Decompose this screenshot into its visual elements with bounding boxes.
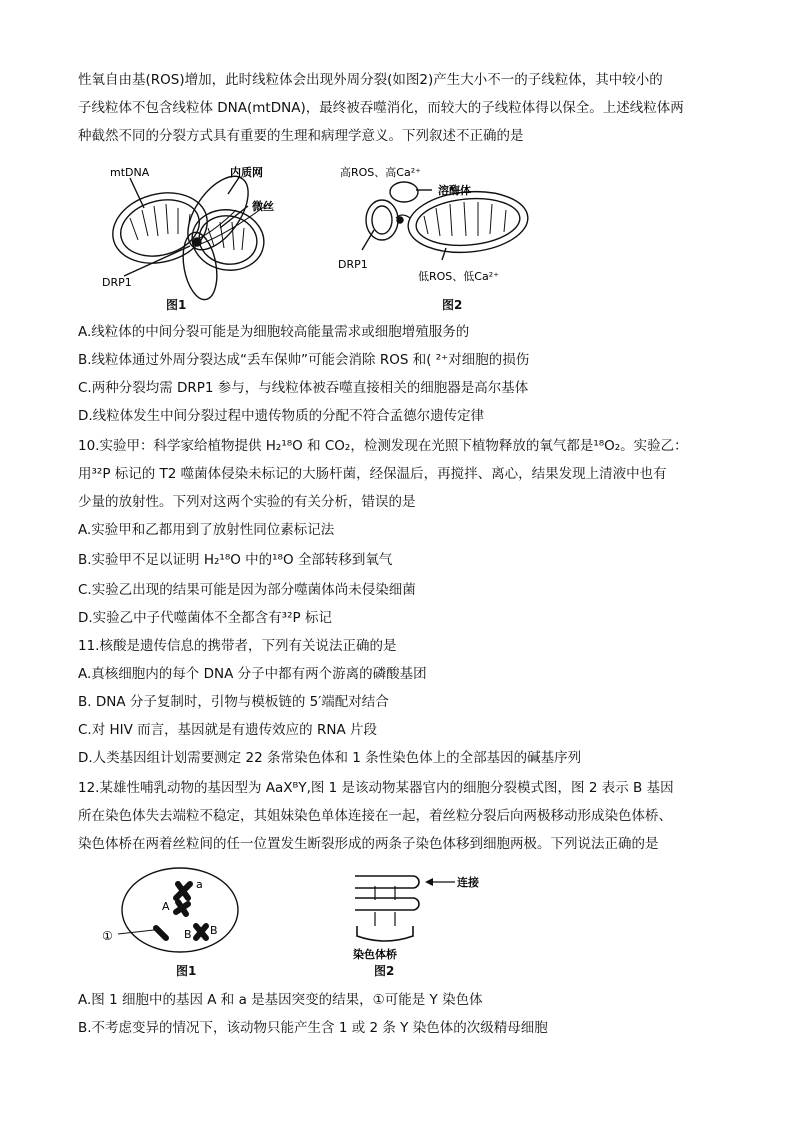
label-high-ros: 高ROS、高Ca²⁺ <box>340 166 421 179</box>
figure-chromosome-bridge <box>345 868 515 968</box>
gene-a-small: a <box>196 878 203 891</box>
figure2-caption: 图2 <box>442 298 463 312</box>
q11-option-b: B. DNA 分子复制时，引物与模板链的 5′端配对结合 <box>78 694 389 710</box>
q10-option-d: D.实验乙中子代噬菌体不全都含有³²P 标记 <box>78 610 332 626</box>
q12-option-b: B.不考虑变异的情况下，该动物只能产生含 1 或 2 条 Y 染色体的次级精母细胞 <box>78 1020 548 1036</box>
q9-option-c: C.两种分裂均需 DRP1 参与，与线粒体被吞噬直接相关的细胞器是高尔基体 <box>78 380 529 396</box>
label-low-ros: 低ROS、低Ca²⁺ <box>418 270 499 283</box>
figure-mitochondria-middle-fission <box>100 158 340 318</box>
figure-cell-division <box>100 862 250 962</box>
figure4-caption: 图2 <box>374 964 395 978</box>
drp1-ring-2 <box>397 217 403 223</box>
mito-right-inner <box>195 211 260 268</box>
figure1-caption: 图1 <box>166 298 187 312</box>
bridge-upper <box>355 876 419 888</box>
q9-option-a: A.线粒体的中间分裂可能是为细胞较高能量需求或细胞增殖服务的 <box>78 324 470 340</box>
q11-option-c: C.对 HIV 而言，基因就是有遗传效应的 RNA 片段 <box>78 722 377 738</box>
q12-stem-1: 12.某雄性哺乳动物的基因型为 AaXᴮY,图 1 是该动物某器官内的细胞分裂模式图，图 2 表示 B 基因 <box>78 780 674 796</box>
lysosome <box>390 182 418 202</box>
label-mtdna: mtDNA <box>110 166 150 179</box>
gene-B-1: B <box>184 928 192 941</box>
q10-option-b: B.实验甲不足以证明 H₂¹⁸O 中的¹⁸O 全部转移到氧气 <box>78 552 393 568</box>
q10-option-c: C.实验乙出现的结果可能是因为部分噬菌体尚未侵染细菌 <box>78 582 416 598</box>
q12-stem-3: 染色体桥在两着丝粒间的任一位置发生断裂形成的两条子染色体移到细胞两极。下列说法正确的是 <box>78 836 659 852</box>
label-er: 内质网 <box>230 166 263 179</box>
q11-stem: 11.核酸是遗传信息的携带者，下列有关说法正确的是 <box>78 638 397 654</box>
q9-option-d: D.线粒体发生中间分裂过程中遗传物质的分配不符合孟德尔遗传定律 <box>78 408 485 424</box>
bridge-bottom <box>357 926 413 941</box>
q10-stem-2: 用³²P 标记的 T2 噬菌体侵染未标记的大肠杆菌，经保温后，再搅拌、离心，结果发现上清液中也有 <box>78 466 667 482</box>
intro-line-2: 子线粒体不包含线粒体 DNA(mtDNA)，最终被吞噬消化，而较大的子线粒体得以保全。上述线粒体两 <box>78 100 684 116</box>
q10-stem-1: 10.实验甲：科学家给植物提供 H₂¹⁸O 和 CO₂，检测发现在光照下植物释放的氧气都是¹⁸O₂。实验乙： <box>78 438 688 454</box>
q11-option-a: A.真核细胞内的每个 DNA 分子中都有两个游离的磷酸基团 <box>78 666 427 682</box>
label-microfilament: 微丝 <box>252 200 274 213</box>
q9-option-b: B.线粒体通过外周分裂达成“丢车保帅”可能会消除 ROS 和( ²⁺对细胞的损伤 <box>78 352 530 368</box>
large-daughter-mito <box>406 187 531 257</box>
q10-stem-3: 少量的放射性。下列对这两个实验的有关分析，错误的是 <box>78 494 416 510</box>
q11-option-d: D.人类基因组计划需要测定 22 条常染色体和 1 条性染色体上的全部基因的碱基序列 <box>78 750 582 766</box>
intro-line-1: 性氧自由基(ROS)增加，此时线粒体会出现外周分裂(如图2)产生大小不一的子线粒体，其中较小的 <box>78 72 663 88</box>
q12-stem-2: 所在染色体失去端粒不稳定，其姐妹染色单体连接在一起，着丝粒分裂后向两极移动形成染色体桥、 <box>78 808 672 824</box>
marker-circle-1: ① <box>102 929 113 943</box>
figure-mitochondria-peripheral-fission <box>338 160 548 300</box>
mito-left-inner <box>114 192 205 265</box>
intro-line-3: 种截然不同的分裂方式具有重要的生理和病理学意义。下列叙述不正确的是 <box>78 128 524 144</box>
q10-option-a: A.实验甲和乙都用到了放射性同位素标记法 <box>78 522 335 538</box>
figure3-caption: 图1 <box>176 964 197 978</box>
q12-option-a: A.图 1 细胞中的基因 A 和 a 是基因突变的结果，①可能是 Y 染色体 <box>78 992 483 1008</box>
gene-B-2: B <box>210 924 218 937</box>
bridge-lower <box>355 898 419 910</box>
label-lysosome: 溶酶体 <box>438 184 471 197</box>
label-drp1-2: DRP1 <box>338 258 368 271</box>
label-drp1: DRP1 <box>102 276 132 289</box>
gene-A: A <box>162 900 170 913</box>
label-link: 连接 <box>457 876 479 889</box>
drp1-ring <box>193 238 201 246</box>
label-bridge: 染色体桥 <box>353 948 397 961</box>
